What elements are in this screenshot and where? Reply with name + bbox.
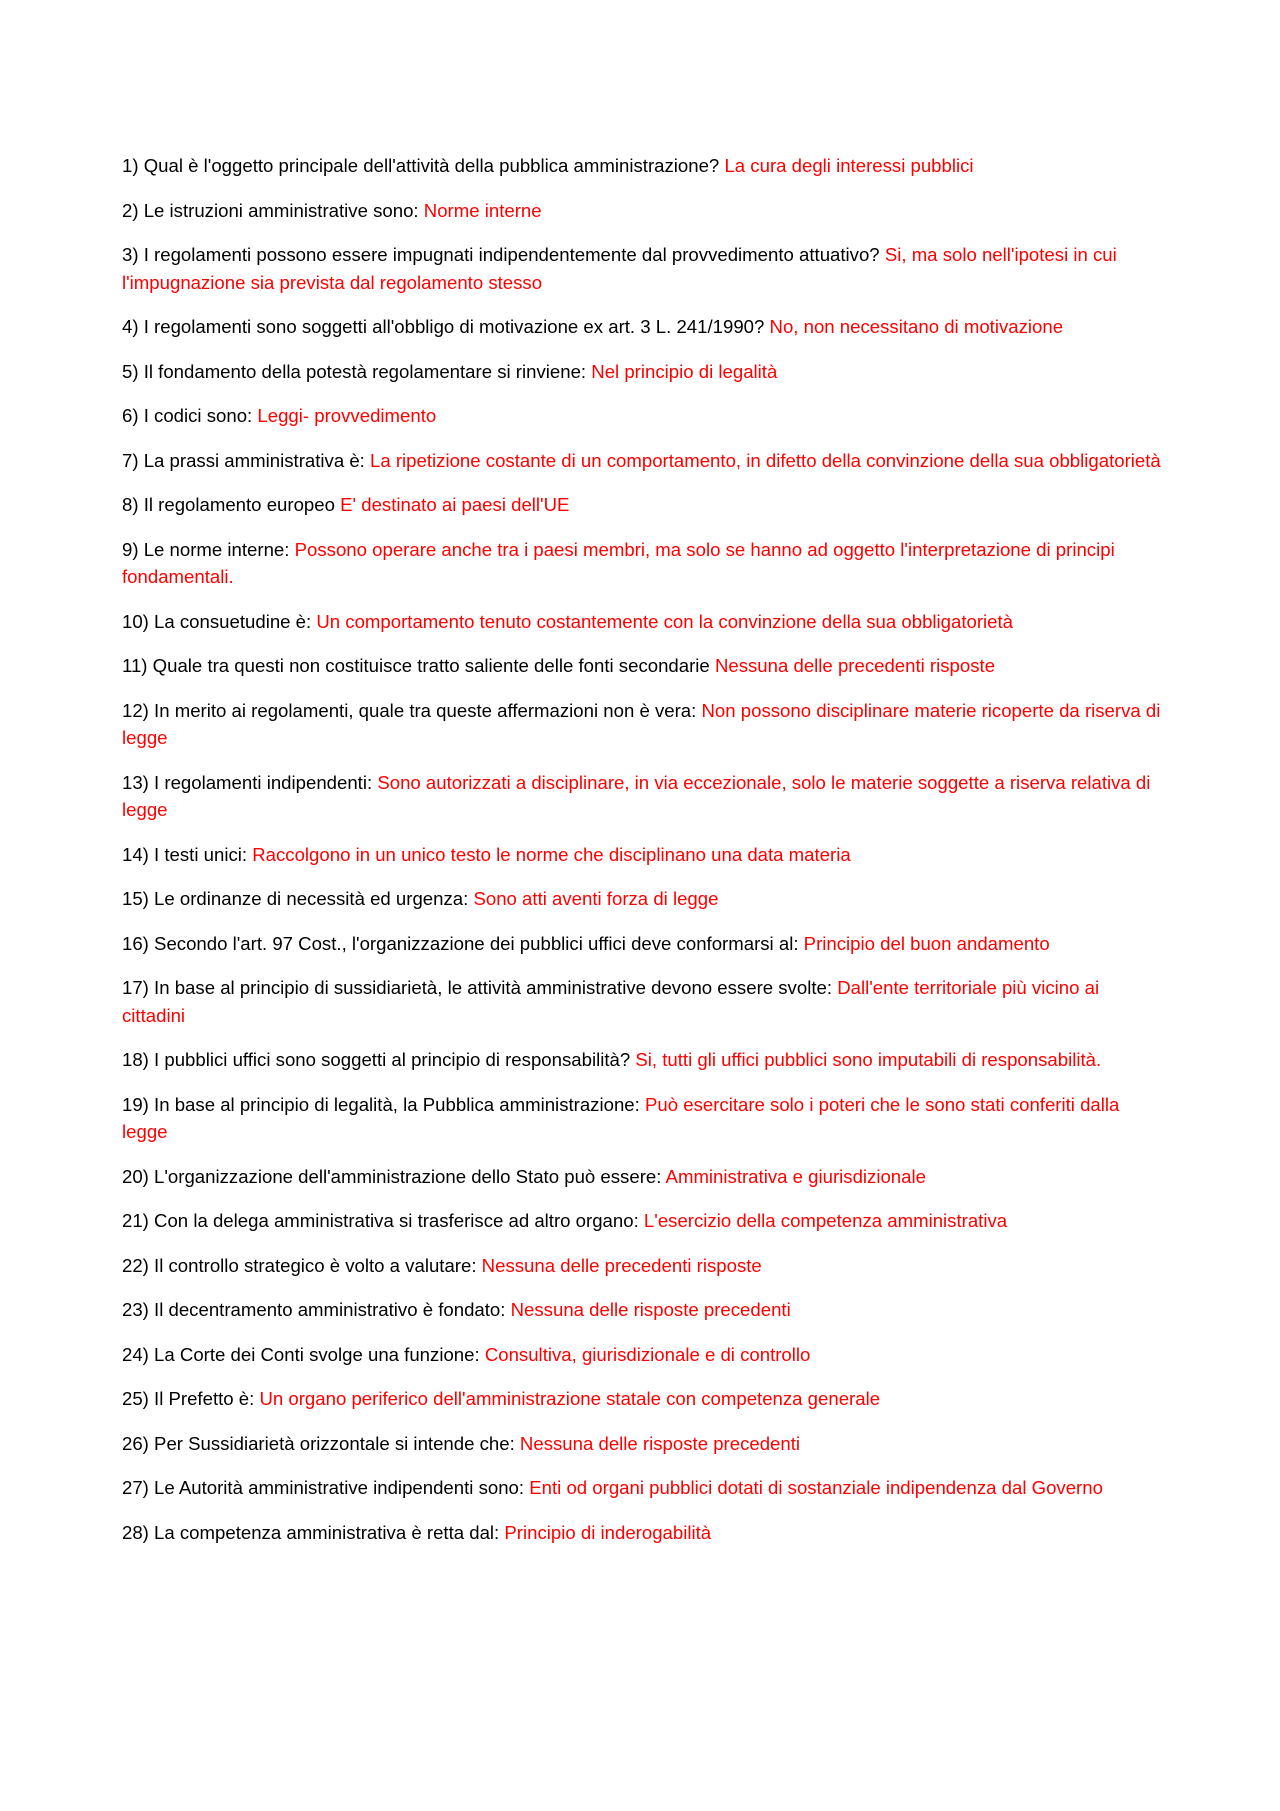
question-text: 25) Il Prefetto è:	[122, 1388, 255, 1409]
question-text: 15) Le ordinanze di necessità ed urgenza:	[122, 888, 469, 909]
qa-item	[122, 1163, 1162, 1191]
question-text: 22) Il controllo strategico è volto a valutare:	[122, 1254, 477, 1276]
answer-text: Nessuna delle risposte precedenti	[519, 1432, 801, 1454]
answer-text: Un comportamento tenuto costantemente con la convinzione della sua obbligatorietà	[316, 610, 1014, 632]
answer-text: Si, tutti gli uffici pubblici sono imputabili di responsabilità.	[635, 1049, 1102, 1070]
answer-text: Consultiva, giurisdizionale e di controllo	[484, 1343, 811, 1365]
question-text: 18) I pubblici uffici sono soggetti al principio di responsabilità?	[122, 1049, 631, 1070]
answer-text: Enti od organi pubblici dotati di sostanziale indipendenza dal Governo	[529, 1477, 1103, 1498]
question-text: 19) In base al principio di legalità, la Pubblica amministrazione:	[122, 1093, 640, 1115]
qa-item	[122, 358, 1162, 386]
answer-text: Raccolgono in un unico testo le norme che disciplinano una data materia	[252, 843, 851, 865]
answer-text: Principio di inderogabilità	[504, 1521, 712, 1543]
question-text: 20) L'organizzazione dell'amministrazione dello Stato può essere:	[122, 1165, 662, 1187]
answer-text: Può esercitare solo i poteri che le sono stati conferiti dalla legge	[122, 1093, 1120, 1142]
question-text: 11) Quale tra questi non costituisce tratto saliente delle fonti secondarie	[122, 655, 710, 676]
qa-item	[122, 1474, 1162, 1502]
question-text: 21) Con la delega amministrativa si trasferisce ad altro organo:	[122, 1210, 639, 1231]
qa-item	[122, 536, 1162, 591]
qa-item	[122, 313, 1162, 341]
question-text: 5) Il fondamento della potestà regolamentare si rinviene:	[122, 360, 587, 382]
answer-text: Si, ma solo nell'ipotesi in cui l'impugnazione sia prevista dal regolamento stesso	[122, 244, 1117, 293]
question-text: 27) Le Autorità amministrative indipendenti sono:	[122, 1477, 525, 1498]
answer-text: Sono autorizzati a disciplinare, in via eccezionale, solo le materie soggette a riserva relativa di legge	[122, 771, 1151, 820]
answer-text: Dall'ente territoriale più vicino ai cittadini	[122, 977, 1100, 1026]
qa-item	[122, 1207, 1162, 1235]
qa-item	[122, 930, 1162, 958]
qa-item	[122, 447, 1162, 475]
qa-item	[122, 1046, 1162, 1074]
answer-text: Amministrativa e giurisdizionale	[665, 1165, 926, 1187]
answer-text: Nessuna delle precedenti risposte	[481, 1254, 762, 1276]
question-text: 3) I regolamenti possono essere impugnati indipendentemente dal provvedimento attuativo?	[122, 244, 880, 265]
qa-item	[122, 1519, 1162, 1547]
qa-item	[122, 1385, 1162, 1413]
answer-text: Leggi- provvedimento	[257, 405, 437, 426]
question-text: 14) I testi unici:	[122, 843, 248, 865]
qa-item	[122, 1296, 1162, 1324]
question-text: 26) Per Sussidiarietà orizzontale si intende che:	[122, 1432, 515, 1454]
qa-item	[122, 885, 1162, 913]
answer-text: Nessuna delle precedenti risposte	[714, 655, 996, 676]
qa-item	[122, 697, 1162, 752]
answer-text: Nessuna delle risposte precedenti	[510, 1299, 791, 1320]
question-text: 28) La competenza amministrativa è retta dal:	[122, 1521, 500, 1543]
question-text: 7) La prassi amministrativa è:	[122, 449, 365, 471]
qa-item	[122, 491, 1162, 519]
question-text: 9) Le norme interne:	[122, 538, 290, 560]
qa-item	[122, 769, 1162, 824]
qa-item	[122, 608, 1162, 636]
qa-item	[122, 1430, 1162, 1458]
question-text: 2) Le istruzioni amministrative sono:	[122, 199, 419, 221]
answer-text: Sono atti aventi forza di legge	[473, 888, 719, 909]
question-text: 1) Qual è l'oggetto principale dell'attività della pubblica amministrazione?	[122, 155, 720, 176]
qa-item	[122, 152, 1162, 180]
question-text: 6) I codici sono:	[122, 405, 253, 426]
qa-item	[122, 1091, 1162, 1146]
question-text: 10) La consuetudine è:	[122, 610, 312, 632]
answer-text: Nel principio di legalità	[591, 360, 778, 382]
question-text: 16) Secondo l'art. 97 Cost., l'organizzazione dei pubblici uffici deve conformarsi al:	[122, 932, 799, 954]
answer-text: L'esercizio della competenza amministrativa	[643, 1210, 1008, 1231]
qa-item	[122, 974, 1162, 1029]
qa-item	[122, 652, 1162, 680]
qa-item	[122, 402, 1162, 430]
answer-text: Non possono disciplinare materie ricoperte da riserva di legge	[122, 699, 1161, 748]
answer-text: E' destinato ai paesi dell'UE	[340, 494, 570, 515]
answer-text: Norme interne	[423, 199, 542, 221]
qa-item	[122, 1252, 1162, 1280]
question-text: 13) I regolamenti indipendenti:	[122, 771, 373, 793]
answer-text: La ripetizione costante di un comportamento, in difetto della convinzione della sua obbligatorietà	[370, 449, 1161, 471]
answer-text: La cura degli interessi pubblici	[724, 155, 974, 176]
question-text: 4) I regolamenti sono soggetti all'obbligo di motivazione ex art. 3 L. 241/1990?	[122, 316, 765, 337]
answer-text: Principio del buon andamento	[803, 932, 1050, 954]
answer-text: No, non necessitano di motivazione	[769, 316, 1064, 337]
qa-item	[122, 197, 1162, 225]
answer-text: Possono operare anche tra i paesi membri, ma solo se hanno ad oggetto l'interpretazione di principi fondamentali.	[122, 538, 1115, 587]
answer-text: Un organo periferico dell'amministrazione statale con competenza generale	[259, 1388, 881, 1409]
question-text: 24) La Corte dei Conti svolge una funzione:	[122, 1343, 480, 1365]
question-answer-list	[122, 152, 1162, 1563]
qa-item	[122, 241, 1162, 296]
qa-item	[122, 1341, 1162, 1369]
question-text: 17) In base al principio di sussidiarietà, le attività amministrative devono essere svolte:	[122, 977, 833, 998]
question-text: 23) Il decentramento amministrativo è fondato:	[122, 1299, 506, 1320]
question-text: 8) Il regolamento europeo	[122, 494, 335, 515]
qa-item	[122, 841, 1162, 869]
question-text: 12) In merito ai regolamenti, quale tra queste affermazioni non è vera:	[122, 699, 697, 721]
